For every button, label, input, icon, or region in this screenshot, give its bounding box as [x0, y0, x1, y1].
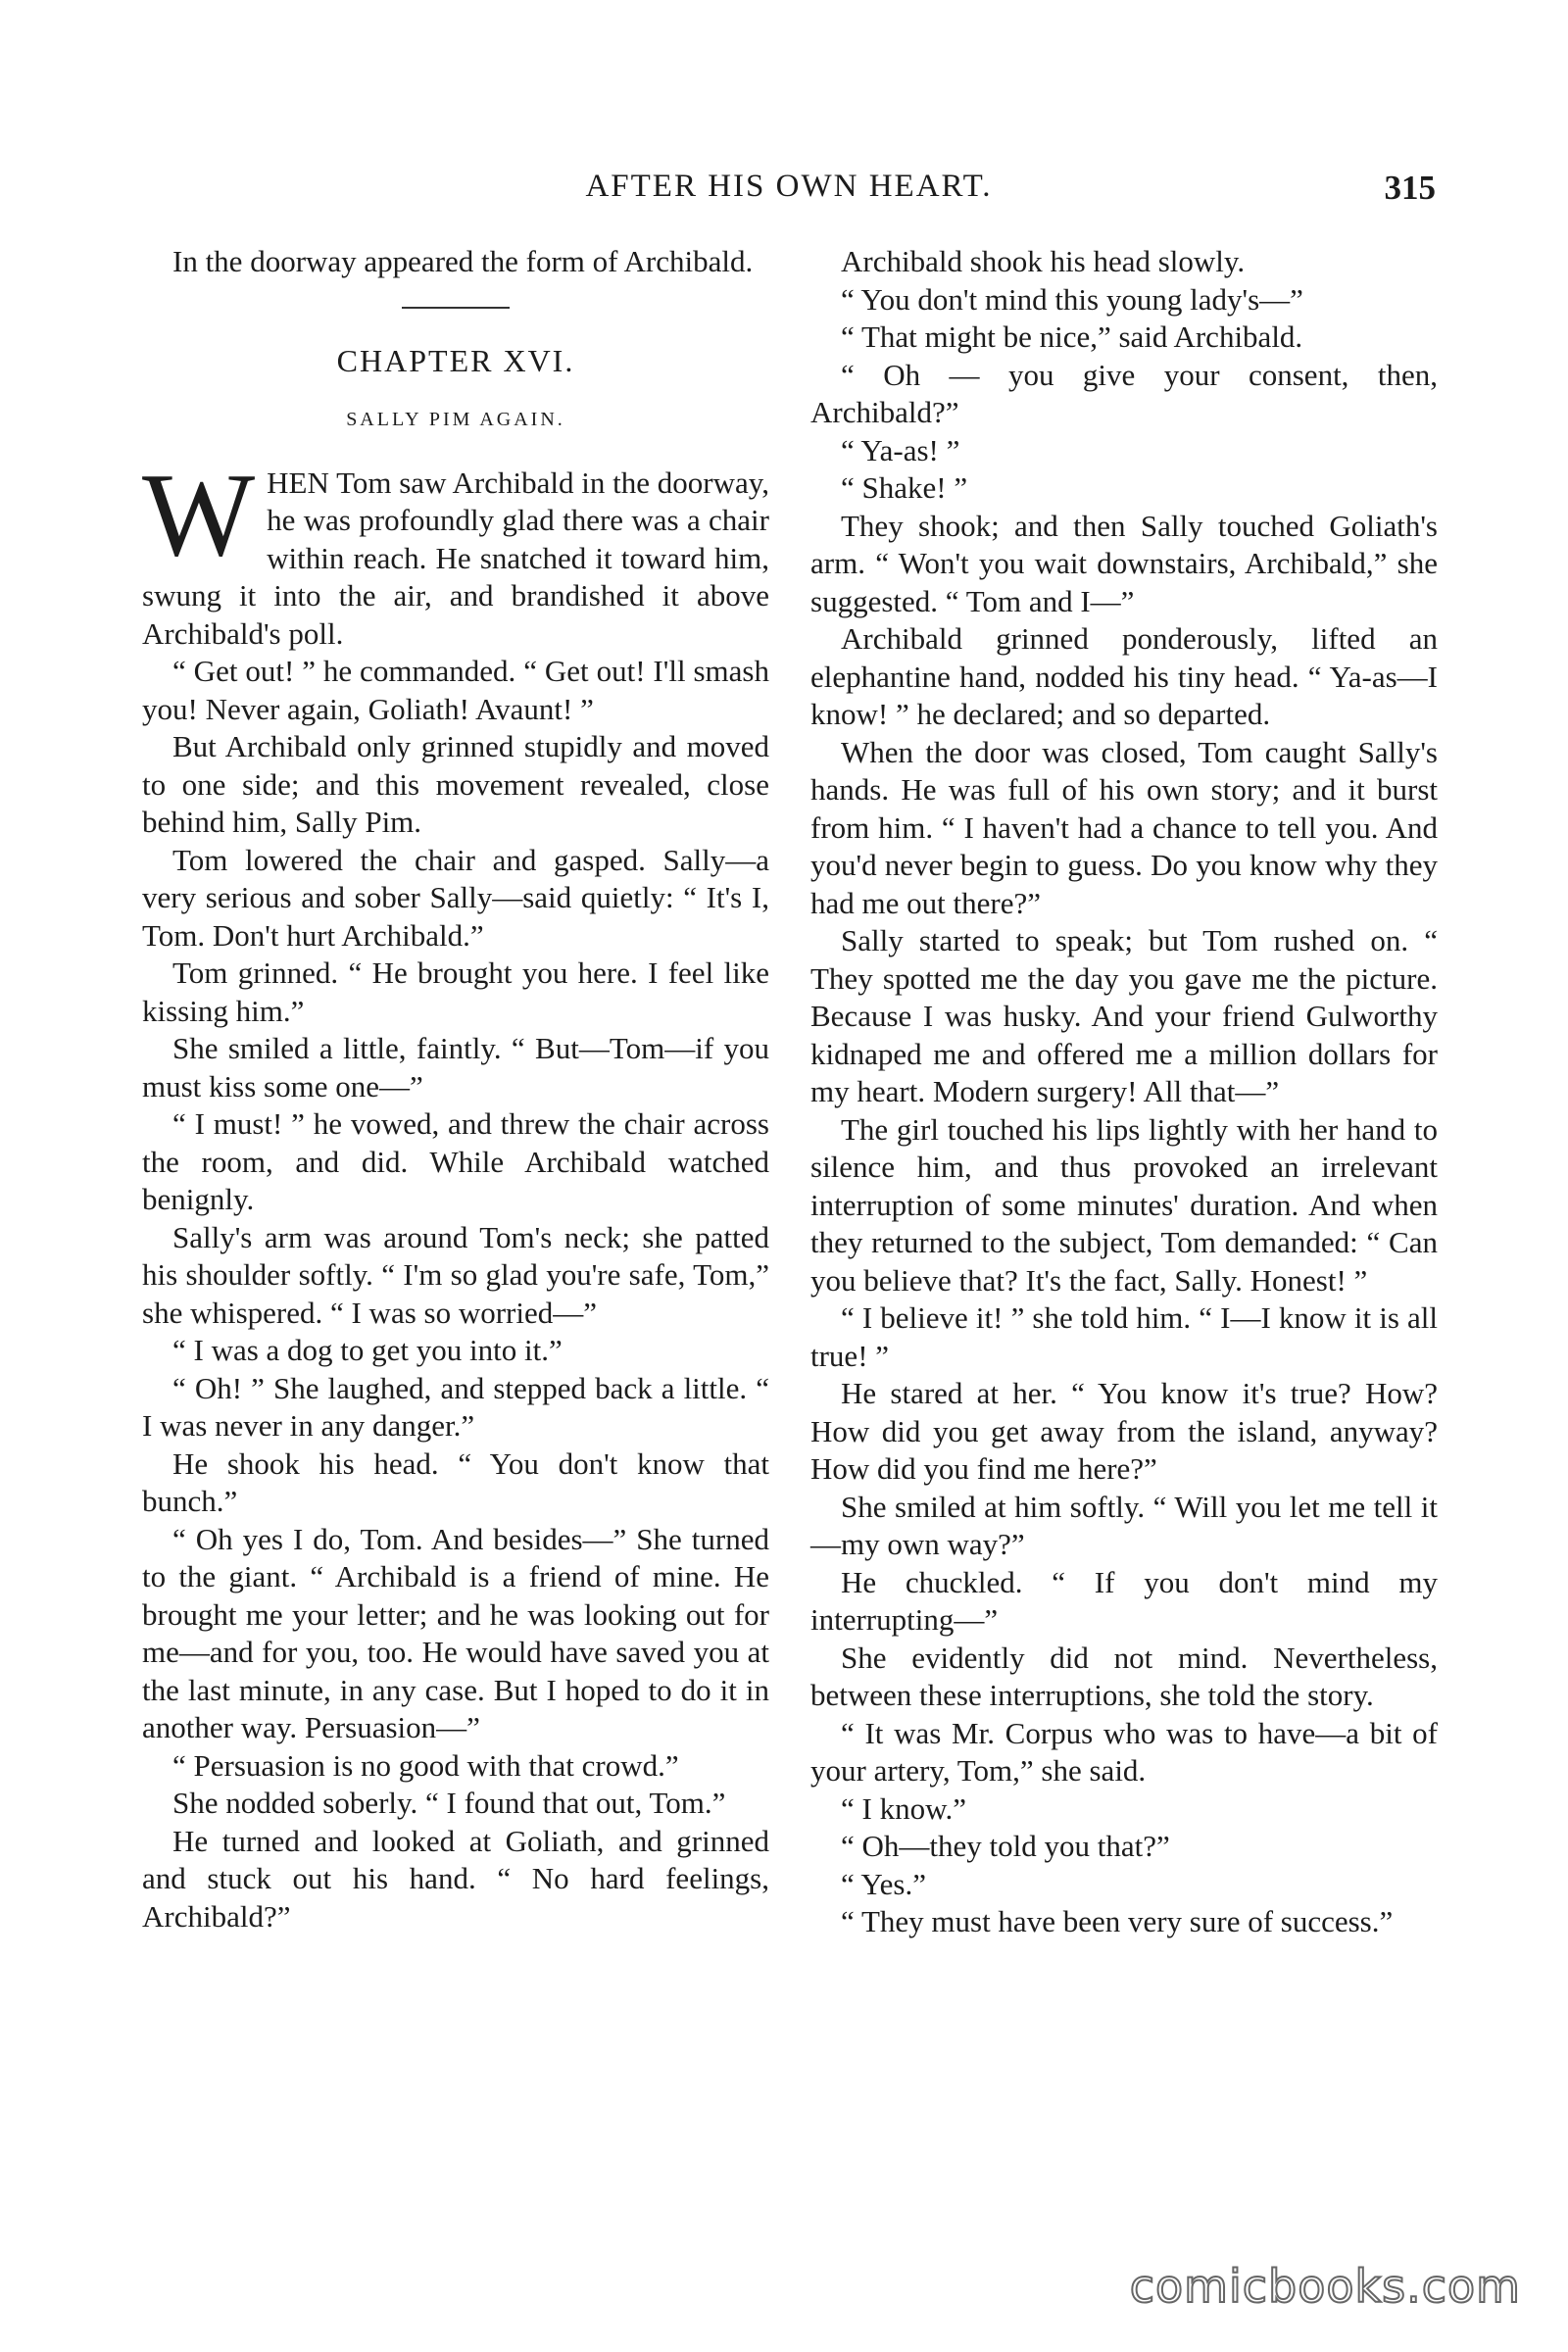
paragraph: “ I was a dog to get you into it.”: [172, 1333, 563, 1367]
chapter-subtitle: SALLY PIM AGAIN.: [346, 409, 565, 430]
page-header: [142, 169, 1436, 218]
paragraph: “ Oh yes I do, Tom. And besides—” She turned to the giant. “ Archibald is a friend of mine. He brought me your letter; and he was looking out for me—and for you, too. He would have saved you at the last minute, in any case. But I hoped to do it in another way. Persuasion—”: [142, 1521, 769, 1744]
paragraph: “ That might be nice,” said Archibald.: [841, 319, 1303, 354]
section-divider: [402, 307, 510, 309]
left-column: [142, 243, 769, 1936]
paragraph: He turned and looked at Goliath, and grinned and stuck out his hand. “ No hard feelings, Archibald?”: [142, 1823, 769, 1934]
paragraph: When the door was closed, Tom caught Sally's hands. He was full of his own story; and it burst from him. “ I haven't had a chance to tell you. And you'd never begin to guess. Do you know why they had me out there?”: [810, 734, 1438, 920]
chapter-title: CHAPTER XVI.: [336, 342, 575, 378]
paragraph: Archibald shook his head slowly.: [841, 244, 1246, 278]
paragraph: Tom grinned. “ He brought you here. I feel like kissing him.”: [142, 956, 769, 1028]
paragraph: He shook his head. “ You don't know that bunch.”: [142, 1446, 769, 1518]
paragraph: “ Yes.”: [841, 1866, 926, 1901]
paragraph: “ I believe it! ” she told him. “ I—I know it is all true! ”: [810, 1300, 1438, 1373]
paragraph: “ Oh! ” She laughed, and stepped back a little. “ I was never in any danger.”: [142, 1370, 769, 1443]
paragraph: He stared at her. “ You know it's true? How? How did you get away from the island, anyway? How did you find me here?”: [810, 1376, 1438, 1486]
paragraph: Tom lowered the chair and gasped. Sally—a very serious and sober Sally—said quietly: “ It's I, Tom. Don't hurt Archibald.”: [142, 842, 769, 953]
first-paragraph: [142, 448, 769, 654]
paragraph: But Archibald only grinned stupidly and moved to one side; and this movement revealed, close behind him, Sally Pim.: [142, 729, 769, 839]
page-number: 315: [1384, 169, 1436, 207]
drop-cap: W: [142, 448, 256, 581]
paragraph: “ I know.”: [841, 1790, 966, 1826]
watermark: comicbooks.com: [1129, 2260, 1521, 2313]
paragraph: “ I must! ” he vowed, and threw the chair across the room, and did. While Archibald watched benignly.: [142, 1106, 769, 1216]
paragraph: “ You don't mind this young lady's—”: [841, 281, 1303, 317]
running-head: AFTER HIS OWN HEART.: [585, 169, 993, 204]
paragraph: She evidently did not mind. Nevertheless, between these interruptions, she told the story.: [810, 1640, 1438, 1712]
paragraph: He chuckled. “ If you don't mind my interrupting—”: [810, 1564, 1438, 1637]
paragraph: “ Oh—they told you that?”: [841, 1829, 1170, 1863]
paragraph: “ Get out! ” he commanded. “ Get out! I'll smash you! Never again, Goliath! Avaunt! ”: [142, 654, 769, 726]
paragraph: She smiled at him softly. “ Will you let me tell it—my own way?”: [810, 1489, 1438, 1561]
paragraph: Archibald grinned ponderously, lifted an elephantine hand, nodded his tiny head. “ Ya-as—I know! ” he declared; and so departed.: [810, 621, 1438, 731]
paragraph: Sally's arm was around Tom's neck; she patted his shoulder softly. “ I'm so glad you're safe, Tom,” she whispered. “ I was so worried—”: [142, 1219, 769, 1330]
paragraph: Sally started to speak; but Tom rushed on. “ They spotted me the day you gave me the picture. Because I was husky. And your friend Gulworthy kidnaped me and offered me a million dollars for my heart. Modern surgery! All that—”: [810, 923, 1438, 1108]
paragraph: “ Oh — you give your consent, then, Archibald?”: [810, 357, 1438, 429]
paragraph: The girl touched his lips lightly with her hand to silence him, and thus provoked an irrelevant interruption of some minutes' duration. And when they returned to the subject, Tom demanded: “ Can you believe that? It's the fact, Sally. Honest! ”: [810, 1111, 1438, 1298]
paragraph: “ They must have been very sure of success.”: [841, 1904, 1394, 1938]
paragraph: “ Shake! ”: [841, 470, 968, 505]
opening-paragraph: In the doorway appeared the form of Archibald.: [172, 244, 754, 278]
right-column: [810, 243, 1438, 1941]
paragraph: She nodded soberly. “ I found that out, Tom.”: [172, 1786, 726, 1820]
paragraph: “ Persuasion is no good with that crowd.”: [172, 1747, 679, 1783]
paragraph: She smiled a little, faintly. “ But—Tom—if you must kiss some one—”: [142, 1031, 769, 1103]
paragraph: “ It was Mr. Corpus who was to have—a bit of your artery, Tom,” she said.: [810, 1715, 1438, 1788]
first-paragraph-text: HEN Tom saw Archibald in the doorway, he was profoundly glad there was a chair within reach. He snatched it toward him, swung it into the air, and brandished it above Archibald's poll.: [142, 465, 769, 651]
paragraph: They shook; and then Sally touched Goliath's arm. “ Won't you wait downstairs, Archibald,” she suggested. “ Tom and I—”: [810, 508, 1438, 618]
paragraph: “ Ya-as! ”: [841, 432, 960, 467]
